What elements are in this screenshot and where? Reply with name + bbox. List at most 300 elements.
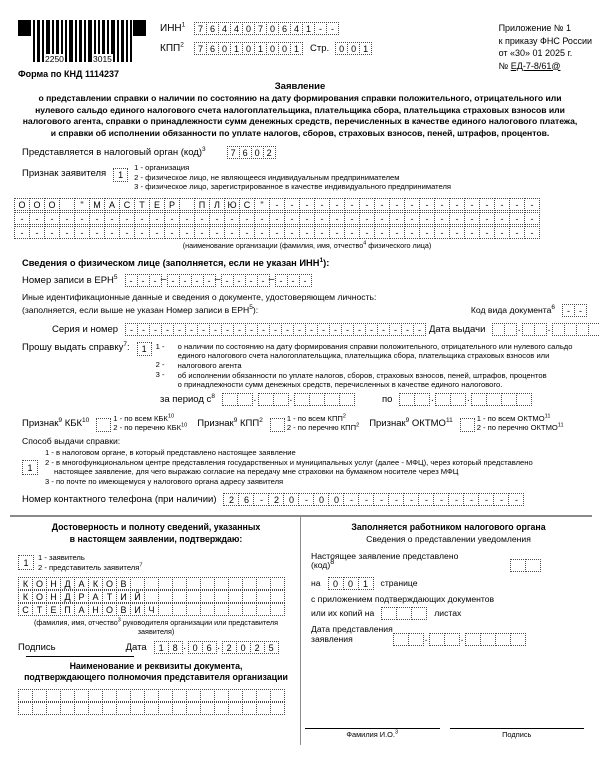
form-cell[interactable]: Т [102,590,117,603]
form-cell[interactable]: - [464,226,480,239]
form-cell[interactable] [242,702,257,715]
form-cell[interactable]: - [134,226,150,239]
form-cell[interactable]: Н [88,603,103,616]
authority-doc-row-1[interactable] [18,689,294,702]
form-cell[interactable]: - [314,198,330,211]
form-cell[interactable]: - [463,493,479,506]
form-cell[interactable] [270,590,285,603]
form-cell[interactable]: - [197,323,210,336]
page-number-cells[interactable] [335,42,371,55]
form-cell[interactable] [228,689,243,702]
period-from-year[interactable] [294,393,354,406]
form-cell[interactable]: 6 [206,42,219,55]
form-cell[interactable]: 4 [230,22,243,35]
ern-group-3[interactable] [221,274,269,287]
form-cell[interactable]: - [134,212,150,225]
form-cell[interactable] [228,577,243,590]
form-cell[interactable]: - [418,493,434,506]
form-cell[interactable] [396,607,412,620]
form-cell[interactable]: - [224,226,240,239]
form-cell[interactable]: - [185,323,198,336]
form-cell[interactable]: - [373,493,389,506]
form-cell[interactable] [242,603,257,616]
form-cell[interactable]: - [353,323,366,336]
form-cell[interactable] [414,393,430,406]
form-cell[interactable]: - [341,323,354,336]
form-cell[interactable] [222,393,238,406]
form-cell[interactable]: И [116,590,131,603]
form-cell[interactable]: - [137,274,150,287]
form-cell[interactable]: - [284,212,300,225]
form-cell[interactable]: - [293,323,306,336]
form-cell[interactable]: - [167,274,180,287]
form-cell[interactable] [242,689,257,702]
form-cell[interactable]: - [317,323,330,336]
form-cell[interactable]: О [44,198,60,211]
form-cell[interactable] [429,633,445,646]
form-cell[interactable]: - [419,226,435,239]
form-cell[interactable]: - [478,493,494,506]
request-certificate-value[interactable]: 1 [137,342,152,356]
form-cell[interactable]: - [305,323,318,336]
form-cell[interactable]: - [245,323,258,336]
form-cell[interactable] [237,393,253,406]
form-cell[interactable]: - [404,226,420,239]
form-cell[interactable] [214,603,229,616]
form-cell[interactable]: - [449,212,465,225]
period-from-day[interactable] [222,393,252,406]
form-cell[interactable]: - [203,274,216,287]
form-cell[interactable]: 1 [358,577,374,590]
form-cell[interactable]: - [344,212,360,225]
oktmo-flag-value[interactable] [460,418,475,432]
form-cell[interactable]: - [29,226,45,239]
form-cell[interactable]: - [509,226,525,239]
form-cell[interactable]: - [209,212,225,225]
form-cell[interactable]: 4 [290,22,303,35]
form-cell[interactable] [242,590,257,603]
form-cell[interactable]: Ю [224,198,240,211]
form-cell[interactable] [214,689,229,702]
form-cell[interactable] [172,590,187,603]
form-cell[interactable]: К [88,577,103,590]
form-cell[interactable]: - [389,323,402,336]
form-cell[interactable]: 0 [328,577,344,590]
form-cell[interactable] [158,702,173,715]
form-cell[interactable]: - [233,323,246,336]
form-cell[interactable] [510,559,526,572]
form-cell[interactable]: Д [60,590,75,603]
form-cell[interactable] [59,198,75,211]
form-cell[interactable]: 6 [238,493,254,506]
representative-patronymic-row[interactable] [18,603,294,616]
form-cell[interactable] [501,393,517,406]
form-cell[interactable]: В [116,577,131,590]
form-cell[interactable]: 6 [278,22,291,35]
form-cell[interactable]: - [257,323,270,336]
form-cell[interactable]: 7 [194,22,207,35]
form-cell[interactable]: - [287,274,300,287]
form-cell[interactable]: - [329,212,345,225]
form-cell[interactable] [381,607,397,620]
form-cell[interactable]: 2 [250,641,265,654]
form-cell[interactable] [258,393,274,406]
form-cell[interactable] [88,689,103,702]
form-cell[interactable]: - [464,212,480,225]
form-cell[interactable] [102,702,117,715]
form-cell[interactable]: - [149,274,162,287]
form-cell[interactable] [270,603,285,616]
form-cell[interactable] [74,702,89,715]
form-cell[interactable]: - [389,212,405,225]
form-cell[interactable]: - [509,212,525,225]
form-cell[interactable]: - [509,198,525,211]
official-date-year[interactable] [465,633,525,646]
form-cell[interactable]: П [194,198,210,211]
form-cell[interactable]: - [479,226,495,239]
kbk-flag-value[interactable] [96,418,111,432]
official-copies-cells[interactable] [381,607,426,620]
form-cell[interactable]: - [524,226,540,239]
form-cell[interactable]: Л [209,198,225,211]
form-cell[interactable]: - [344,198,360,211]
form-cell[interactable]: - [179,212,195,225]
form-cell[interactable]: - [419,198,435,211]
form-cell[interactable]: 0 [218,42,231,55]
form-cell[interactable]: - [329,226,345,239]
form-cell[interactable]: - [358,493,374,506]
form-cell[interactable] [46,689,61,702]
form-cell[interactable]: М [89,198,105,211]
form-cell[interactable] [270,577,285,590]
form-cell[interactable]: - [74,226,90,239]
form-cell[interactable]: - [59,212,75,225]
form-cell[interactable] [273,393,289,406]
org-name-row-2[interactable] [14,212,600,225]
form-cell[interactable]: - [434,212,450,225]
form-cell[interactable] [130,577,145,590]
form-cell[interactable]: 7 [254,22,267,35]
org-name-row-3[interactable] [14,226,600,239]
form-cell[interactable]: - [413,323,426,336]
form-cell[interactable]: 1 [359,42,372,55]
form-cell[interactable]: - [401,323,414,336]
form-cell[interactable]: - [194,212,210,225]
form-cell[interactable]: - [524,212,540,225]
form-cell[interactable]: К [18,590,33,603]
form-cell[interactable]: 6 [202,641,217,654]
form-cell[interactable]: - [374,226,390,239]
form-cell[interactable]: - [374,198,390,211]
form-cell[interactable] [186,603,201,616]
period-from-month[interactable] [258,393,288,406]
form-cell[interactable] [144,577,159,590]
official-code-cells[interactable] [510,559,586,572]
form-cell[interactable]: 1 [230,42,243,55]
form-cell[interactable]: 7 [227,146,240,159]
form-cell[interactable]: - [449,198,465,211]
form-cell[interactable] [339,393,355,406]
official-date-day[interactable] [393,633,423,646]
form-cell[interactable]: - [14,226,30,239]
form-cell[interactable] [435,393,451,406]
form-cell[interactable]: - [344,226,360,239]
form-cell[interactable]: 5 [264,641,279,654]
form-cell[interactable]: - [164,226,180,239]
form-cell[interactable]: - [365,323,378,336]
kpp-cells[interactable] [194,42,302,55]
form-cell[interactable]: 1 [290,42,303,55]
form-cell[interactable]: 0 [251,146,264,159]
form-cell[interactable] [228,702,243,715]
form-cell[interactable] [411,607,427,620]
form-cell[interactable]: И [130,603,145,616]
form-cell[interactable]: - [269,212,285,225]
form-cell[interactable]: Е [149,198,165,211]
form-cell[interactable]: - [434,226,450,239]
form-cell[interactable]: - [377,323,390,336]
confirm-date-year[interactable] [222,641,278,654]
form-cell[interactable]: - [479,198,495,211]
form-cell[interactable]: - [164,212,180,225]
form-cell[interactable] [179,198,195,211]
form-cell[interactable]: - [257,274,270,287]
form-cell[interactable]: - [14,212,30,225]
form-cell[interactable] [309,393,325,406]
form-cell[interactable]: - [389,226,405,239]
form-cell[interactable]: - [299,226,315,239]
form-cell[interactable]: - [343,493,359,506]
form-cell[interactable]: 0 [266,42,279,55]
form-cell[interactable]: - [119,226,135,239]
form-cell[interactable] [130,702,145,715]
form-cell[interactable]: - [448,493,464,506]
form-cell[interactable]: - [299,198,315,211]
form-cell[interactable]: - [161,323,174,336]
form-cell[interactable] [256,702,271,715]
form-cell[interactable]: 0 [242,22,255,35]
form-cell[interactable]: 0 [188,641,203,654]
form-cell[interactable]: - [254,212,270,225]
form-cell[interactable] [186,590,201,603]
form-cell[interactable]: - [104,212,120,225]
inn-cells[interactable] [194,22,338,35]
phone-cells[interactable] [223,493,523,506]
form-cell[interactable]: 0 [283,493,299,506]
form-cell[interactable] [32,702,47,715]
form-cell[interactable]: - [329,323,342,336]
form-cell[interactable] [214,577,229,590]
form-cell[interactable]: А [88,590,103,603]
form-cell[interactable] [32,689,47,702]
ern-group-1[interactable] [125,274,161,287]
form-cell[interactable] [256,603,271,616]
form-cell[interactable] [242,577,257,590]
form-cell[interactable]: - [299,212,315,225]
kpp-flag-value[interactable] [270,418,285,432]
form-cell[interactable] [214,702,229,715]
authority-doc-row-2[interactable] [18,702,294,715]
form-cell[interactable]: - [389,198,405,211]
tax-authority-code-cells[interactable] [227,146,275,159]
series-number-cells[interactable] [125,323,425,336]
form-cell[interactable]: - [574,304,587,317]
form-cell[interactable]: - [191,274,204,287]
form-cell[interactable] [324,393,340,406]
form-cell[interactable]: - [44,212,60,225]
form-cell[interactable] [158,689,173,702]
form-cell[interactable]: Н [46,590,61,603]
form-cell[interactable]: - [449,226,465,239]
form-cell[interactable] [172,702,187,715]
issue-date-year[interactable] [552,323,600,336]
form-cell[interactable]: - [44,226,60,239]
form-cell[interactable]: - [404,212,420,225]
form-cell[interactable] [228,603,243,616]
form-cell[interactable] [116,689,131,702]
form-cell[interactable] [525,559,541,572]
form-cell[interactable]: - [221,274,234,287]
form-cell[interactable]: - [275,274,288,287]
form-cell[interactable] [214,590,229,603]
form-cell[interactable] [200,603,215,616]
ern-group-4[interactable] [275,274,311,287]
form-cell[interactable]: 1 [154,641,169,654]
form-cell[interactable]: - [298,493,314,506]
form-cell[interactable]: - [104,226,120,239]
issue-date-month[interactable] [522,323,546,336]
form-cell[interactable]: 1 [254,42,267,55]
form-cell[interactable]: 0 [347,42,360,55]
form-cell[interactable]: 0 [236,641,251,654]
form-cell[interactable]: А [74,603,89,616]
form-cell[interactable]: - [239,226,255,239]
form-cell[interactable]: - [433,493,449,506]
form-cell[interactable]: 6 [206,22,219,35]
form-cell[interactable]: 4 [218,22,231,35]
form-cell[interactable]: Д [60,577,75,590]
form-cell[interactable]: - [233,274,246,287]
form-cell[interactable]: Е [46,603,61,616]
form-cell[interactable] [172,603,187,616]
delivery-method-value[interactable]: 1 [22,460,38,475]
form-cell[interactable]: 0 [313,493,329,506]
form-cell[interactable] [200,577,215,590]
form-cell[interactable]: - [281,323,294,336]
form-cell[interactable]: К [18,577,33,590]
form-cell[interactable] [270,689,285,702]
form-cell[interactable] [450,393,466,406]
form-cell[interactable] [60,689,75,702]
form-cell[interactable]: - [403,493,419,506]
confirmation-sign-value[interactable]: 1 [18,555,34,570]
confirm-date-month[interactable] [188,641,216,654]
form-cell[interactable]: - [374,212,390,225]
form-cell[interactable] [144,590,159,603]
form-cell[interactable] [294,393,310,406]
form-cell[interactable]: " [254,198,270,211]
form-cell[interactable]: - [119,212,135,225]
form-cell[interactable]: 0 [343,577,359,590]
form-cell[interactable]: - [221,323,234,336]
form-cell[interactable]: - [179,274,192,287]
form-cell[interactable]: - [209,323,222,336]
form-cell[interactable]: С [239,198,255,211]
form-cell[interactable]: - [404,198,420,211]
form-cell[interactable]: 2 [223,493,239,506]
form-cell[interactable]: - [239,212,255,225]
form-cell[interactable]: - [269,323,282,336]
form-cell[interactable]: В [116,603,131,616]
form-cell[interactable] [102,689,117,702]
period-to-year[interactable] [471,393,531,406]
form-cell[interactable]: О [14,198,30,211]
form-cell[interactable] [480,633,496,646]
confirm-date-day[interactable] [154,641,182,654]
period-to-month[interactable] [435,393,465,406]
form-cell[interactable] [510,633,526,646]
form-cell[interactable] [588,323,600,336]
form-cell[interactable] [270,702,285,715]
form-cell[interactable] [144,702,159,715]
form-cell[interactable] [228,590,243,603]
form-cell[interactable]: 2 [268,493,284,506]
ern-group-2[interactable] [167,274,215,287]
form-cell[interactable]: - [359,198,375,211]
form-cell[interactable] [200,702,215,715]
form-cell[interactable]: Н [46,577,61,590]
form-cell[interactable]: - [314,212,330,225]
form-cell[interactable] [186,689,201,702]
form-cell[interactable] [18,702,33,715]
form-cell[interactable]: 0 [266,22,279,35]
form-cell[interactable]: - [125,323,138,336]
form-cell[interactable]: - [464,198,480,211]
form-cell[interactable]: - [494,226,510,239]
form-cell[interactable]: 8 [168,641,183,654]
form-cell[interactable]: С [119,198,135,211]
form-cell[interactable]: 0 [328,493,344,506]
representative-surname-row[interactable] [18,577,294,590]
form-cell[interactable]: - [314,22,327,35]
form-cell[interactable]: О [32,590,47,603]
form-cell[interactable]: - [388,493,404,506]
form-cell[interactable]: - [329,198,345,211]
form-cell[interactable]: Р [74,590,89,603]
form-cell[interactable]: - [508,493,524,506]
form-cell[interactable]: 7 [194,42,207,55]
form-cell[interactable]: - [59,226,75,239]
form-cell[interactable]: - [494,198,510,211]
form-cell[interactable]: - [137,323,150,336]
form-cell[interactable] [18,689,33,702]
form-cell[interactable] [116,702,131,715]
form-cell[interactable]: - [209,226,225,239]
form-cell[interactable]: - [284,226,300,239]
form-cell[interactable]: - [149,323,162,336]
form-cell[interactable]: - [493,493,509,506]
form-cell[interactable] [393,633,409,646]
form-cell[interactable] [158,603,173,616]
form-cell[interactable] [256,577,271,590]
form-cell[interactable] [172,577,187,590]
form-cell[interactable] [516,393,532,406]
form-cell[interactable]: - [74,212,90,225]
form-cell[interactable]: А [74,577,89,590]
representative-firstname-row[interactable] [18,590,294,603]
form-cell[interactable]: О [29,198,45,211]
form-cell[interactable]: - [299,274,312,287]
